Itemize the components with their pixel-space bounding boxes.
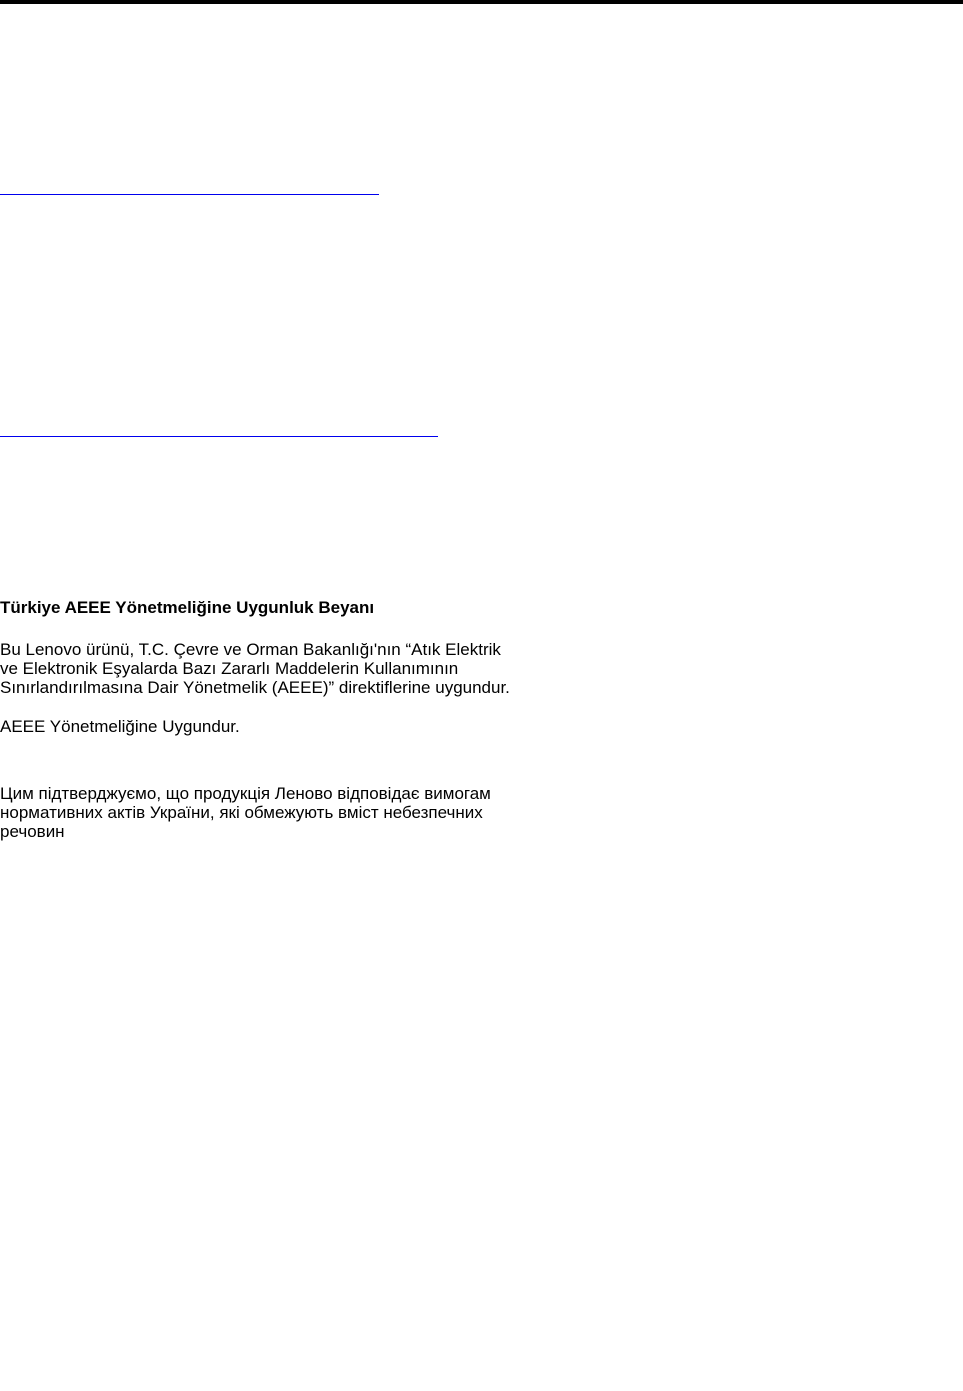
turkey-heading: Türkiye AEEE Yönetmeliğine Uygunluk Beyanı <box>0 598 375 617</box>
turkey-paragraph <box>0 640 600 697</box>
paragraph-line: речовин <box>0 822 65 841</box>
paragraph-line: Цим підтверджуємо, що продукція Леново відповідає вимогам <box>0 784 491 803</box>
regulatory-notices <box>0 598 600 841</box>
link-underline[interactable] <box>0 194 379 195</box>
ukraine-paragraph <box>0 784 600 841</box>
paragraph-line: ve Elektronik Eşyalarda Bazı Zararlı Maddelerin Kullanımının <box>0 659 459 678</box>
turkey-compliance: AEEE Yönetmeliğine Uygundur. <box>0 717 240 736</box>
paragraph-line: нормативних актів України, які обмежують вміст небезпечних <box>0 803 483 822</box>
top-rule <box>0 0 963 4</box>
paragraph-line: Bu Lenovo ürünü, T.C. Çevre ve Orman Bakanlığı'nın “Atık Elektrik <box>0 640 501 659</box>
link-underline[interactable] <box>0 436 438 437</box>
paragraph-line: Sınırlandırılmasına Dair Yönetmelik (AEEE)” direktiflerine uygundur. <box>0 678 510 697</box>
